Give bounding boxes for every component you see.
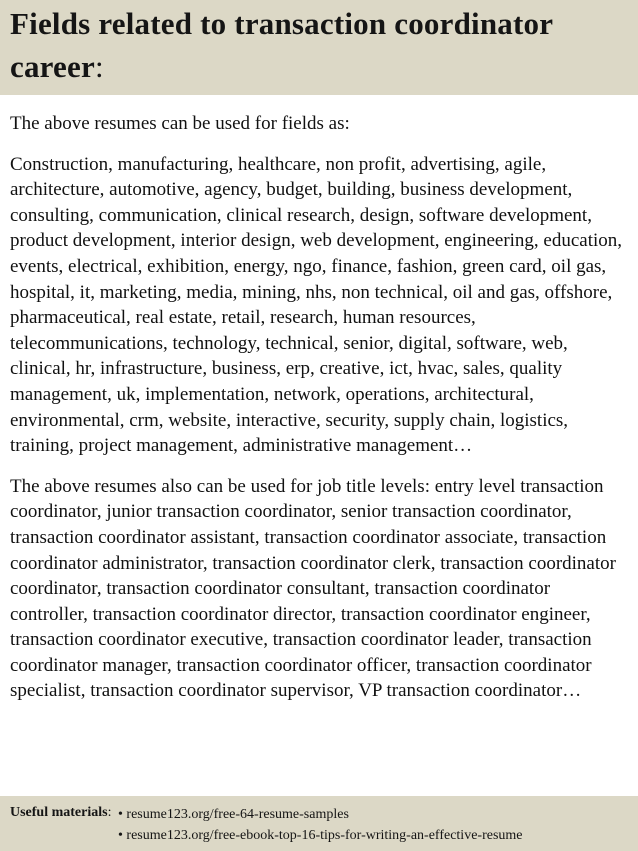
useful-materials-label	[10, 804, 111, 822]
page-title	[10, 2, 630, 88]
useful-materials-list	[118, 804, 628, 846]
fields-paragraph: Construction, manufacturing, healthcare, non profit, advertising, agile, architecture, automotive, agency, budget, building, business development, consulting, communication, clinical research, design, software development, product development, interior design, web development, engineering, education, events, electrical, exhibition, energy, ngo, finance, fashion, green card, oil gas, hospital, it, marketing, media, mining, nhs, non technical, oil and gas, offshore, pharmaceutical, real estate, retail, research, human resources, telecommunications, technology, technical, senior, digital, software, web, clinical, hr, infrastructure, business, erp, creative, ict, hvac, sales, quality management, uk, implementation, network, operations, architectural, environmental, crm, website, interactive, security, supply chain, logistics, training, project management, administrative management…	[10, 153, 623, 457]
job-levels-paragraph: The above resumes also can be used for job title levels: entry level transaction coordinator, junior transaction coordinator, senior transaction coordinator, transaction coordinator assistant, transaction coordinator associate, transaction coordinator administrator, transaction coordinator clerk, transaction coordinator coordinator, transaction coordinator consultant, transaction coordinator controller, transaction coordinator director, transaction coordinator engineer, transaction coordinator executive, transaction coordinator leader, transaction coordinator manager, transaction coordinator officer, transaction coordinator specialist, transaction coordinator supervisor, VP transaction coordinator…	[10, 475, 616, 702]
useful-materials-footer	[0, 796, 638, 851]
resume-tips-ebook-link[interactable]: • resume123.org/free-ebook-top-16-tips-for-writing-an-effective-resume	[118, 828, 523, 843]
useful-materials-label-text: Useful materials	[10, 805, 108, 820]
main-content	[10, 96, 632, 704]
page-title-text: Fields related to transaction coordinator career	[10, 6, 553, 84]
page-title-colon: :	[94, 49, 104, 84]
useful-materials-label-colon: :	[107, 805, 112, 820]
resume-samples-link[interactable]: • resume123.org/free-64-resume-samples	[118, 807, 349, 822]
intro-paragraph: The above resumes can be used for fields as:	[10, 113, 350, 134]
title-banner	[0, 0, 638, 95]
